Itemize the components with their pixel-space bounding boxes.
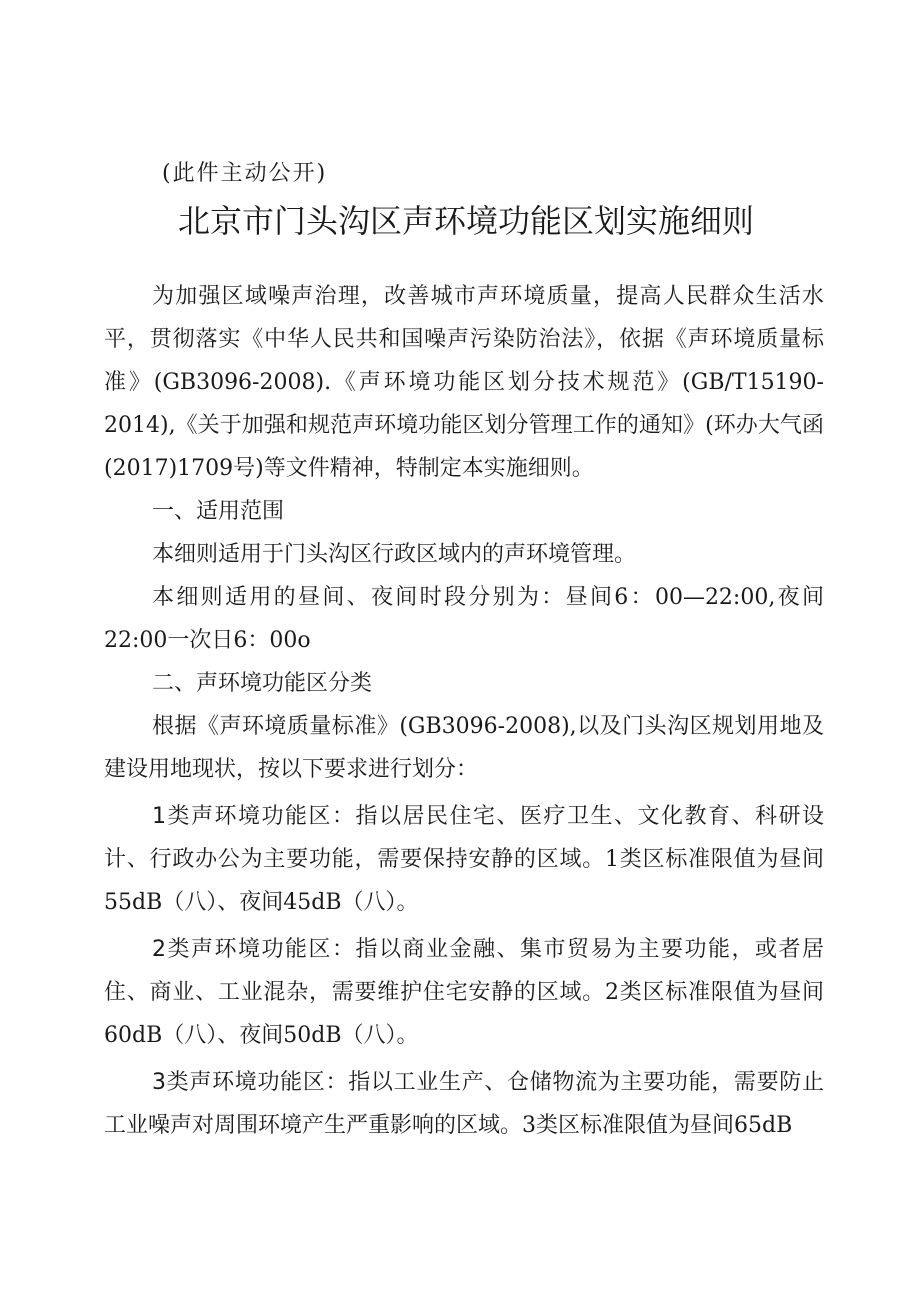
zone-3-paragraph bbox=[104, 1061, 824, 1147]
zone-3-text: ：指以工业生产、仓储物流为主要功能，需要防止工业噪声对周围环境产生严重影响的区域。3类区标准限值为昼间65dB bbox=[104, 1070, 824, 1138]
zone-1-paragraph bbox=[104, 795, 824, 924]
section-heading-scope: 一、适用范围 bbox=[152, 499, 285, 524]
zone-3-lead: 3类声环境功能区 bbox=[152, 1070, 326, 1095]
zone-2-text: ：指以商业金融、集市贸易为主要功能，或者居住、商业、工业混杂，需要维护住宅安静的区域。2类区标准限值为昼间60dB（八）、夜间50dB（八）。 bbox=[104, 937, 824, 1048]
classification-paragraph: 根据《声环境质量标准》(GB3096-2008),以及门头沟区规划用地及建设用地现状，按以下要求进行划分： bbox=[104, 714, 824, 782]
document-body bbox=[104, 275, 824, 1147]
scope-paragraph-2: 本细则适用的昼间、夜间时段分别为：昼间6：00—22:00,夜间22:00一次日6：00o bbox=[104, 585, 824, 653]
zone-2-paragraph bbox=[104, 928, 824, 1057]
intro-paragraph: 为加强区域噪声治理，改善城市声环境质量，提高人民群众生活水平，贯彻落实《中华人民共和国噪声污染防治法》，依据《声环境质量标准》(GB3096-2008).《声环境功能区划分技术规范》(GB/T15190-2014),《关于加强和规范声环境功能区划分管理工作的通知》(环办大气函(2017)1709号)等文件精神，特制定本实施细则。 bbox=[104, 284, 824, 481]
zone-1-text: ：指以居民住宅、医疗卫生、文化教育、科研设计、行政办公为主要功能，需要保持安静的区域。1类区标准限值为昼间55dB（八）、夜间45dB（八）。 bbox=[104, 804, 824, 915]
section-heading-classification: 二、声环境功能区分类 bbox=[152, 671, 373, 696]
scope-paragraph-1: 本细则适用于门头沟区行政区域内的声环境管理。 bbox=[152, 542, 637, 567]
zone-1-lead: 1类声环境功能区 bbox=[152, 804, 332, 829]
document-title: 北京市门头沟区声环境功能区划实施细则 bbox=[177, 202, 754, 240]
zone-2-lead: 2类声环境功能区 bbox=[152, 937, 332, 962]
public-notice: (此件主动公开) bbox=[162, 161, 328, 186]
